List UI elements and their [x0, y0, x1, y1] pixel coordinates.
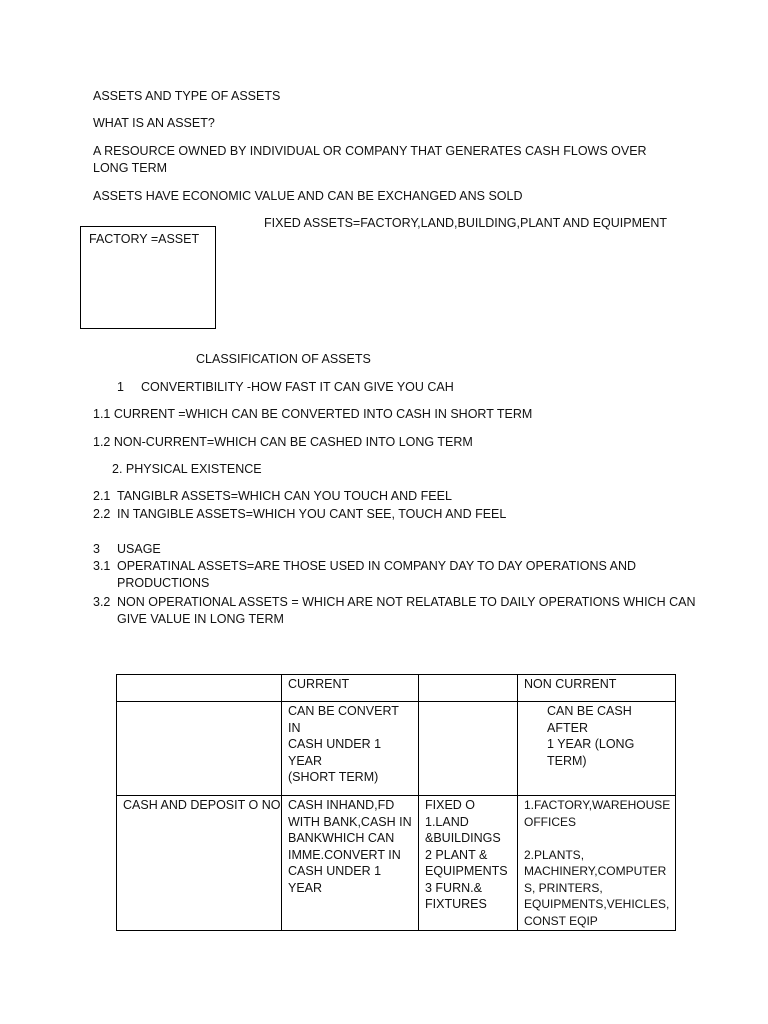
section-3-text: USAGE	[117, 542, 161, 556]
table-row	[117, 702, 676, 796]
item-3-2-line2: GIVE VALUE IN LONG TERM	[117, 611, 284, 626]
item-1-2: 1.2 NON-CURRENT=WHICH CAN BE CASHED INTO LONG TERM	[93, 435, 473, 449]
asset-definition: A RESOURCE OWNED BY INDIVIDUAL OR COMPANY THAT GENERATES CASH FLOWS OVER LONG TERM	[93, 144, 647, 175]
asset-classification-table	[116, 674, 676, 931]
item-1-1: 1.1 CURRENT =WHICH CAN BE CONVERTED INTO CASH IN SHORT TERM	[93, 407, 533, 421]
question-line: WHAT IS AN ASSET?	[93, 116, 215, 130]
table-cell	[117, 702, 282, 796]
fixed-assets-line: FIXED ASSETS=FACTORY,LAND,BUILDING,PLANT AND EQUIPMENT	[264, 216, 668, 230]
classification-heading: CLASSIFICATION OF ASSETS	[196, 352, 371, 366]
section-3	[93, 541, 161, 558]
section-1	[117, 379, 454, 396]
factory-asset-label: FACTORY =ASSET	[89, 232, 200, 246]
item-3-2	[93, 594, 695, 627]
section-3-number: 3	[93, 542, 100, 556]
table-cell	[419, 702, 518, 796]
item-2-1-text: TANGIBLR ASSETS=WHICH CAN YOU TOUCH AND FEEL	[117, 489, 452, 503]
item-2-1	[93, 488, 452, 505]
table-row	[117, 796, 676, 931]
table-cell: 1.FACTORY,WAREHOUSE OFFICES 2.PLANTS, MACHINERY,COMPUTER S, PRINTERS, EQUIPMENTS,VEHICLES, CONST EQIP	[518, 796, 676, 931]
item-3-1-line2: PRODUCTIONS	[117, 575, 210, 590]
table-cell	[117, 675, 282, 702]
document-title: ASSETS AND TYPE OF ASSETS	[93, 89, 281, 103]
economic-value-line: ASSETS HAVE ECONOMIC VALUE AND CAN BE EXCHANGED ANS SOLD	[93, 189, 523, 203]
factory-asset-box	[80, 226, 216, 329]
item-2-2-number: 2.2	[93, 507, 111, 521]
item-2-1-number: 2.1	[93, 489, 111, 503]
table-cell: CURRENT	[282, 675, 419, 702]
table-cell: NON CURRENT	[518, 675, 676, 702]
table-cell: CAN BE CASH AFTER 1 YEAR (LONG TERM)	[518, 702, 676, 796]
table-row	[117, 675, 676, 702]
item-2-2	[93, 506, 506, 523]
item-3-1	[93, 558, 636, 591]
item-3-1-number: 3.1	[93, 559, 111, 573]
table-cell: CAN BE CONVERT IN CASH UNDER 1 YEAR (SHORT TERM)	[282, 702, 419, 796]
section-2: 2. PHYSICAL EXISTENCE	[112, 462, 262, 476]
table-cell: CASH AND DEPOSIT O NO	[117, 796, 282, 931]
table-cell	[419, 675, 518, 702]
item-3-2-number: 3.2	[93, 595, 111, 609]
item-3-1-line1: OPERATINAL ASSETS=ARE THOSE USED IN COMPANY DAY TO DAY OPERATIONS AND	[117, 559, 637, 573]
table-cell: CASH INHAND,FD WITH BANK,CASH IN BANKWHICH CAN IMME.CONVERT IN CASH UNDER 1 YEAR	[282, 796, 419, 931]
section-1-number: 1	[117, 380, 124, 394]
item-2-2-text: IN TANGIBLE ASSETS=WHICH YOU CANT SEE, TOUCH AND FEEL	[117, 507, 507, 521]
table-cell: FIXED O 1.LAND &BUILDINGS 2 PLANT & EQUIPMENTS 3 FURN.& FIXTURES	[419, 796, 518, 931]
item-3-2-line1: NON OPERATIONAL ASSETS = WHICH ARE NOT RELATABLE TO DAILY OPERATIONS WHICH CAN	[117, 595, 696, 609]
section-1-text: CONVERTIBILITY -HOW FAST IT CAN GIVE YOU CAH	[141, 380, 454, 394]
